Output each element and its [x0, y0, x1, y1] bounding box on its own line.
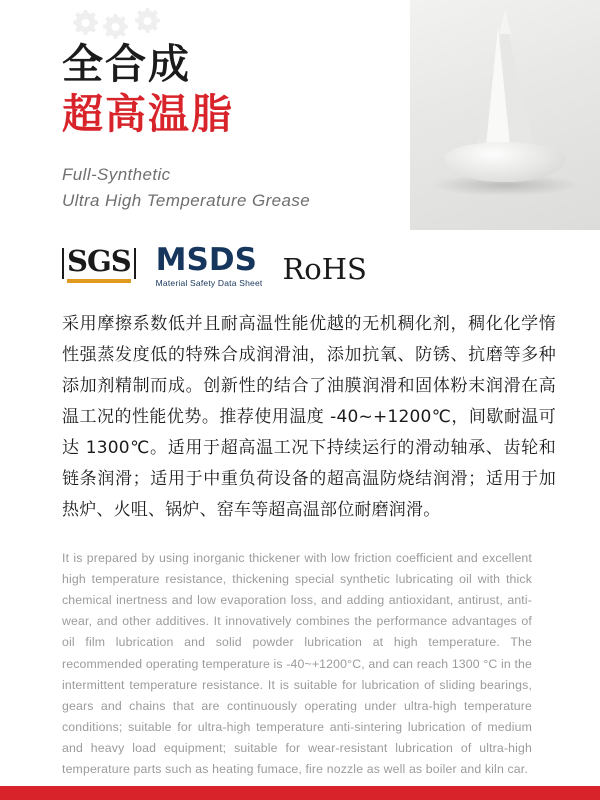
sgs-rule-left-icon — [62, 248, 64, 279]
bottom-accent-bar — [0, 786, 600, 800]
page-title-cn-line2: 超高温脂 — [62, 89, 234, 138]
sgs-logo — [62, 246, 136, 287]
sgs-rule-right-icon — [134, 248, 136, 279]
sgs-logo-text: SGS — [67, 244, 131, 279]
msds-logo-subtext: Material Safety Data Sheet — [155, 277, 263, 288]
sgs-orange-bar-icon — [67, 279, 131, 283]
msds-logo — [155, 241, 263, 288]
rohs-logo-text: RoHS — [282, 252, 367, 287]
page-title-cn-line1: 全合成 — [62, 40, 191, 88]
body-paragraph-cn: 采用摩擦系数低并且耐高温性能优越的无机稠化剂，稠化化学惰性强蒸发度低的特殊合成润滑油，添加抗氧、防锈、抗磨等多种添加剂精制而成。创新性的结合了油膜润滑和固体粉末润滑在高温工况的性能优势。推荐使用温度 -40~+1200℃，间歇耐温可达 1300℃。适用于超高温工况下持续运行的滑动轴承、齿轮和链条润滑；适用于中重负荷设备的超高温防烧结润滑；适用于加热炉、火咀、锅炉、窑车等超高温部位耐磨润滑。 — [62, 314, 556, 520]
document-content — [62, 0, 556, 780]
page-subtitle-en-line2: Ultra High Temperature Grease — [62, 190, 311, 210]
page-subtitle-en-line1: Full-Synthetic — [62, 165, 171, 185]
page-subtitle-en — [62, 162, 556, 213]
certification-logos — [62, 241, 556, 287]
msds-logo-text: MSDS — [155, 241, 257, 278]
body-paragraph-en: It is prepared by using inorganic thickener with low friction coefficient and excellent high temperature resistance, thickening special synthetic lubricating oil with thick chemical inertness and low evaporation loss, and adding antioxidant, antirust, anti-wear, and other additives. It innovatively combines the performance advantages of oil film lubrication and solid powder lubrication at high temperature. The recommended operating temperature is -40~+1200°C, and can reach 1300 °C in the intermittent temperature resistance. It is suitable for lubrication of sliding bearings, gears and chains that are continuously operating under ultra-high temperature conditions; suitable for ultra-high temperature anti-sintering lubrication of medium and heavy load equipment; suitable for wear-resistant lubrication of ultra-high temperature parts such as heating fumace, fire nozzle as well as boiler and kiln car. — [62, 550, 532, 777]
